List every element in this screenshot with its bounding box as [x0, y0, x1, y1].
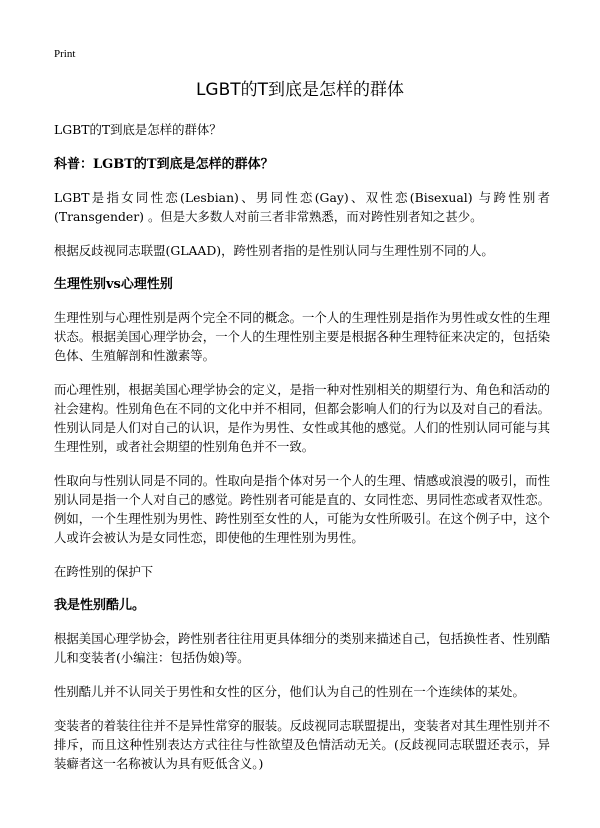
- paragraph-genderqueer: 性别酷儿并不认同关于男性和女性的区分，他们认为自己的性别在一个连续体的某处。: [54, 684, 525, 699]
- article-body: [54, 120, 550, 788]
- section-heading-science: 科普：LGBT的T到底是怎样的群体？: [54, 157, 274, 172]
- paragraph-orientation-vs-identity: 性取向与性别认同是不同的。性取向是指个体对另一个人的生理、情感或浪漫的吸引，而性别认同是指一个人对自己的感觉。跨性别者可能是直的、女同性恋、男同性恋或者双性恋。例如，一个生理性别为男性、跨性别至女性的人，可能为女性所吸引。在这个例子中，这个人或许会被认为是女同性恋，即使他的生理性别为男性。: [54, 473, 550, 545]
- section-heading-sex-vs-gender: 生理性别vs心理性别: [54, 277, 173, 292]
- paragraph-crossdresser: 变装者的着装往往并不是异性常穿的服装。反歧视同志联盟提出，变装者对其生理性别并不排斥，而且这种性别表达方式往往与性欲望及色情活动无关。(反歧视同志联盟还表示，异装癖者这一名称被认为具有贬低含义。): [54, 718, 550, 771]
- print-link[interactable]: Print: [54, 48, 76, 60]
- paragraph-psychological-gender: 而心理性别，根据美国心理学协会的定义，是指一种对性别相关的期望行为、角色和活动的社会建构。性别角色在不同的文化中并不相同，但都会影响人们的行为以及对自己的看法。性别认同是人们对自己的认识，是作为男性、女性或其他的感觉。人们的性别认同可能与其生理性别，或者社会期望的性别角色并不一致。: [54, 382, 550, 454]
- paragraph-categories: 根据美国心理学协会，跨性别者往往用更具体细分的类别来描述自己，包括换性者、性别酷儿和变装者(小编注：包括伪娘)等。: [54, 631, 550, 665]
- paragraph-biological-sex: 生理性别与心理性别是两个完全不同的概念。一个人的生理性别是指作为男性或女性的生理状态。根据美国心理学协会，一个人的生理性别主要是根据各种生理特征来决定的，包括染色体、生殖解剖和性激素等。: [54, 310, 550, 363]
- document-title: LGBT的T到底是怎样的群体: [195, 80, 405, 100]
- paragraph-lgbt-definition: LGBT是指女同性恋(Lesbian)、男同性恋(Gay)、双性恋(Bisexual) 与跨性别者(Transgender) 。但是大多数人对前三者非常熟悉，而对跨性别者知之甚少。: [54, 190, 550, 224]
- paragraph-glaad-definition: 根据反歧视同志联盟(GLAAD)，跨性别者指的是性别认同与生理性别不同的人。: [54, 243, 494, 258]
- article-subtitle: LGBT的T到底是怎样的群体？: [54, 122, 222, 137]
- paragraph-protection: 在跨性别的保护下: [54, 564, 154, 579]
- section-heading-genderqueer: 我是性别酷儿。: [54, 598, 146, 613]
